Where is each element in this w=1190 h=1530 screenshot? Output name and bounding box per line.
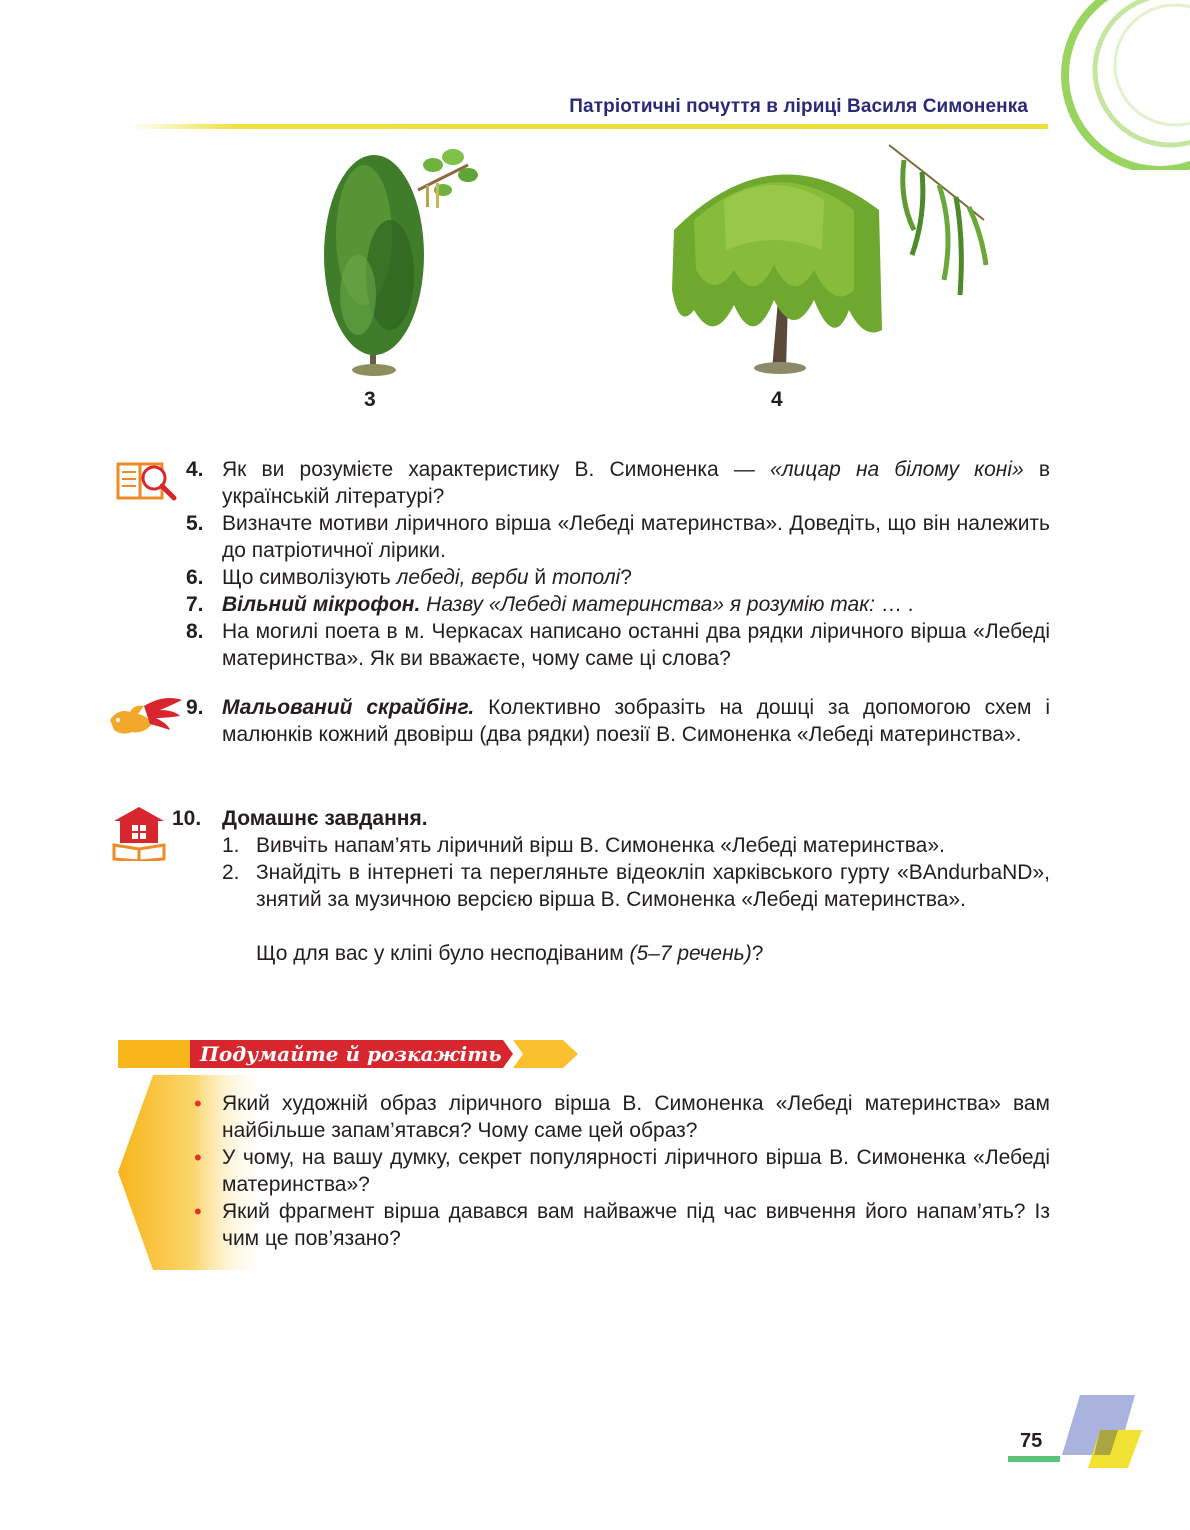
task-heading: Мальований скрайбінг. <box>222 696 475 719</box>
task-number: 8. <box>186 620 204 643</box>
homework-extra-text: ? <box>751 942 764 965</box>
task-number: 9. <box>186 696 204 719</box>
homework-item-text: Вивчіть напам’ять ліричний вірш В. Симоненка «Лебеді материнства». <box>256 834 945 857</box>
task-number: 5. <box>186 512 204 535</box>
task-8 <box>186 618 1050 672</box>
task-italic: тополі <box>552 566 621 589</box>
weeping-willow-tree-icon <box>664 140 989 375</box>
task-italic: Назву «Лебеді материнства» я розумію так: <box>420 593 875 616</box>
homework-extra <box>222 940 1050 967</box>
task-italic: лебеді, верби <box>396 566 529 589</box>
pegasus-icon <box>104 694 184 742</box>
task-number: 10. <box>172 807 202 830</box>
task-text: Визначте мотиви ліричного вірша «Лебеді материнства». Доведіть, що він належить до патріотичної лірики. <box>222 512 1050 562</box>
bullet-icon: • <box>194 1199 202 1224</box>
task-number: 6. <box>186 566 204 589</box>
task-text: ? <box>620 566 632 589</box>
task-4 <box>186 456 1050 510</box>
task-quote: «лицар на білому коні» <box>770 458 1024 481</box>
task-heading: Домашнє завдання. <box>222 807 428 830</box>
discussion-item-text: Який художній образ ліричного вірша В. Симоненка «Лебеді материнства» вам найбільше запам’ятався? Чому саме цей образ? <box>222 1092 1050 1142</box>
task-text: Що символізують <box>222 566 397 589</box>
corner-rings-decoration <box>1030 0 1190 170</box>
task-5 <box>186 510 1050 564</box>
homework-extra-text: Що для вас у кліпі було несподіваним <box>256 942 630 965</box>
bullet-icon: • <box>194 1091 202 1116</box>
homework-item-2 <box>222 859 1050 913</box>
discussion-item <box>194 1144 1050 1198</box>
book-magnifier-icon <box>116 458 178 502</box>
task-text: й <box>528 566 552 589</box>
task-6 <box>186 564 1050 591</box>
poplar-tree-icon <box>318 145 488 380</box>
homework-item-number: 1. <box>222 834 240 857</box>
task-9 <box>186 694 1050 748</box>
bullet-icon: • <box>194 1145 202 1170</box>
homework-item-text: Знайдіть в інтернеті та перегляньте відеокліп харківського гурту «BAndurbaND», знятий за музичною версією вірша В. Симоненка «Лебеді материнства». <box>256 861 1050 911</box>
page-number: 75 <box>1020 1430 1043 1452</box>
task-7 <box>186 591 1050 618</box>
task-number: 7. <box>186 593 204 616</box>
task-text: в українській літературі? <box>222 458 1050 508</box>
task-number: 4. <box>186 458 204 481</box>
task-text: … . <box>874 593 914 616</box>
house-book-icon <box>110 803 168 861</box>
figure-label-4: 4 <box>771 388 783 411</box>
task-text: Як ви розумієте характеристику В. Симоненка — <box>222 458 771 481</box>
discussion-title: Подумайте й розкажіть <box>200 1042 502 1066</box>
running-header: Патріотичні почуття в ліриці Василя Симоненка <box>569 96 1028 117</box>
task-text: На могилі поета в м. Черкасах написано останні два рядки ліричного вірша «Лебеді материнства». Як ви вважаєте, чому саме ці слова? <box>222 620 1050 670</box>
discussion-item-text: У чому, на вашу думку, секрет популярності ліричного вірша В. Симоненка «Лебеді материнства»? <box>222 1146 1050 1196</box>
figure-label-3: 3 <box>364 388 376 411</box>
task-text: Колективно зобразіть на дошці за допомогою схем і малюнків кожний двовірш (два рядки) поезії В. Симоненка «Лебеді материнства». <box>222 696 1051 746</box>
homework-item-1 <box>222 832 1050 859</box>
task-heading: Вільний мікрофон. <box>222 593 421 616</box>
homework-extra-italic: (5–7 речень) <box>629 942 752 965</box>
task-10 <box>172 805 1050 832</box>
discussion-item <box>194 1090 1050 1144</box>
header-rule <box>128 124 1048 129</box>
homework-item-number: 2. <box>222 861 240 884</box>
discussion-item <box>194 1198 1050 1252</box>
discussion-item-text: Який фрагмент вірша давався вам найважче під час вивчення його напам’ять? Із чим це пов’язано? <box>222 1200 1050 1250</box>
